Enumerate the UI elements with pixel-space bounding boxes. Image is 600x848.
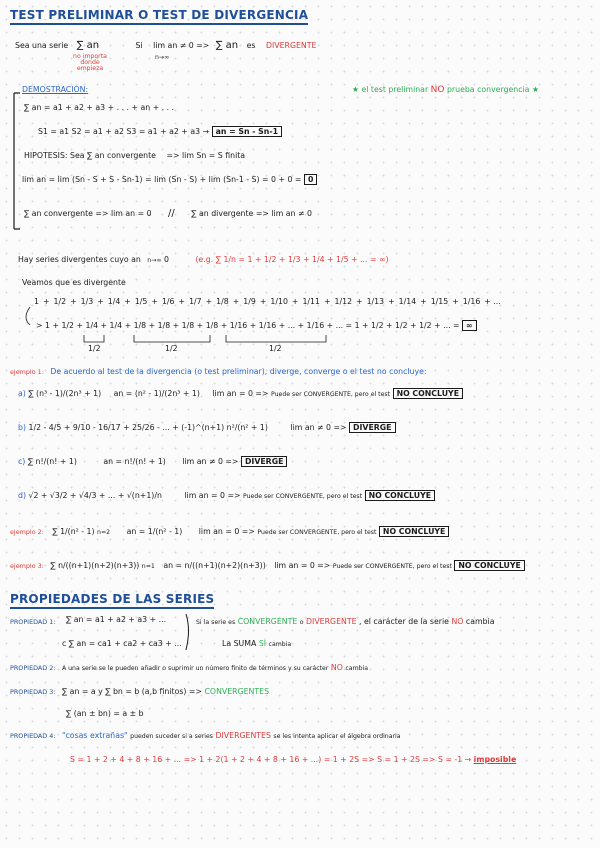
veamos-text: Veamos que es divergente (22, 278, 126, 287)
harmonic-half-3: 1/2 (269, 344, 282, 353)
ex1-c (18, 458, 287, 467)
prop1-brace (186, 614, 189, 650)
prop1-line-2: c ∑ an = ca1 + ca2 + ca3 + ... (62, 639, 182, 648)
ex1-a-an: an = (n² - 1)/(2n³ + 1) (113, 389, 200, 398)
harmonic-term: 1/12 (334, 297, 353, 306)
demo-bracket-ends (14, 93, 20, 229)
demo-line-2-box: an = Sn - Sn-1 (212, 126, 282, 137)
ex2-msg: Puede ser CONVERGENTE, pero el test (257, 529, 377, 536)
demo-line-5 (24, 208, 312, 219)
prop3-conv: CONVERGENTES (204, 687, 270, 696)
ex1-header (10, 368, 427, 377)
harmonic-term: 1/3 (80, 297, 94, 306)
ex1-c-box: DIVERGE (241, 456, 287, 467)
prop1-text-1 (196, 618, 494, 627)
intro-series-2: ∑ an (215, 40, 239, 51)
harmonic-plus: + (420, 297, 427, 306)
ex1-d-lim: lim an = 0 => (184, 491, 241, 500)
props-title (10, 592, 214, 606)
demo-conclusion-a: ∑ an convergente => lim an = 0 (24, 209, 152, 218)
ex2-box: NO CONCLUYE (379, 526, 449, 537)
harmonic-term: 1/5 (134, 297, 148, 306)
harmonic-plus: + (178, 297, 186, 306)
harmonic-plus: + (388, 297, 395, 306)
ex3-an: an = n/((n+1)(n+2)(n+3)) (163, 561, 266, 570)
prop1-div: DIVERGENTE (306, 617, 357, 626)
harmonic-plus: + ... (484, 297, 501, 306)
prop4-eq (70, 756, 516, 765)
demo-hypothesis-series: ∑ an convergente (87, 151, 156, 160)
harmonic-term: 1 (34, 297, 39, 306)
demo-line-4 (22, 176, 317, 185)
demo-aside (352, 86, 539, 96)
intro-line (15, 40, 316, 51)
ex1-b-box: DIVERGE (349, 422, 395, 433)
underbrace-3 (226, 335, 326, 342)
demo-line-3 (24, 152, 245, 161)
harmonic-term: 1/13 (366, 297, 385, 306)
harmonic-term: 1/7 (189, 297, 202, 306)
harmonic-plus: + (259, 297, 267, 306)
intro-n-inf: n→∞ (155, 54, 170, 61)
demo-separator: // (168, 208, 175, 219)
demo-hypothesis-result: => lim Sn = S finita (166, 151, 246, 160)
ex2-an: an = 1/(n² - 1) (126, 527, 183, 536)
underbrace-1 (84, 335, 104, 342)
harmonic-plus: + (42, 297, 50, 306)
harmonic-term: 1/4 (107, 297, 121, 306)
ex2-series: ∑ 1/(n² - 1) (52, 527, 95, 536)
demo-aside-no: NO (430, 85, 445, 95)
ex1-label: ejemplo 1: (10, 368, 44, 376)
demo-line-2 (38, 128, 282, 137)
hay-line (18, 256, 389, 265)
ex2 (10, 528, 449, 537)
ex3-box: NO CONCLUYE (454, 560, 524, 571)
prop4-eq-text: S = 1 + 2 + 4 + 8 + 16 + ... => 1 + 2(1 + 2 + 4 + 8 + 16 + ...) = 1 + 2S => S = 1 + 2S => S = -1 → (70, 755, 472, 764)
hay-example: (e.g. ∑ 1/n = 1 + 1/2 + 1/3 + 1/4 + 1/5 + ... = ∞) (195, 255, 389, 264)
ex3 (10, 562, 525, 571)
harmonic-plus: + (323, 297, 331, 306)
harmonic-plus: + (452, 297, 459, 306)
demo-line-4-text: lim an = lim (Sn - S + S - Sn-1) = lim (Sn - S) + lim (Sn-1 - S) = 0 + 0 = (22, 175, 302, 184)
prop4-div: DIVERGENTES (215, 731, 271, 740)
prop1-t2: , el carácter de la serie (359, 617, 449, 626)
ex1-b (18, 424, 396, 433)
intro-text: Sea una serie (15, 41, 69, 50)
prop4-imposible: imposible (473, 755, 517, 764)
prop1-line-1: ∑ an = a1 + a2 + a3 + ... (66, 615, 167, 624)
prop4-label: PROPIEDAD 4: (10, 732, 56, 740)
prop1-text-2 (222, 640, 291, 649)
prop3-line-2: ∑ (an ± bn) = a ± b (66, 709, 144, 718)
demo-line-1: ∑ an = a1 + a2 + a3 + . . . + an + . . . (24, 103, 175, 112)
demo-line-4-box: 0 (304, 174, 317, 185)
ex3-msg: Puede ser CONVERGENTE, pero el test (332, 563, 452, 570)
harmonic-term: 1/16 (462, 297, 481, 306)
ex1-a-msg: Puede ser CONVERGENTE, pero el test (270, 391, 391, 398)
harmonic-term: 1/2 (53, 297, 67, 306)
ex1-b-lim: lim an ≠ 0 => (290, 423, 347, 432)
ex1-a-series: ∑ (n³ - 1)/(2n³ + 1) (28, 389, 102, 398)
prop4-quote: "cosas extrañas" (61, 731, 128, 740)
demo-conclusion-b: ∑ an divergente => lim an ≠ 0 (191, 209, 312, 218)
harmonic-term: 1/15 (430, 297, 449, 306)
ex2-label: ejemplo 2: (10, 528, 44, 536)
demo-aside-a: ★ el test preliminar (352, 85, 429, 94)
prop1-conv: CONVERGENTE (237, 617, 298, 626)
ex1-a-lim: lim an = 0 => (212, 389, 269, 398)
prop1-no: NO (451, 617, 464, 626)
harmonic-half-1: 1/2 (88, 344, 101, 353)
prop2-label: PROPIEDAD 2: (10, 664, 56, 672)
harmonic-row-2-box: ∞ (462, 320, 477, 331)
ex1-d-id: d) (18, 491, 26, 500)
harmonic-plus: + (70, 297, 77, 306)
hay-zero: 0 (164, 255, 169, 264)
harmonic-row-2-text: > 1 + 1/2 + 1/4 + 1/4 + 1/8 + 1/8 + 1/8 + 1/8 + 1/16 + 1/16 + ... + 1/16 + ... = 1 + 1/2 + 1/2 + 1/2 + ... = (36, 321, 460, 330)
prop3 (10, 688, 269, 697)
harmonic-term: 1/8 (216, 297, 229, 306)
prop1-si: SÍ (258, 639, 267, 648)
ex3-sub: n=1 (141, 563, 155, 570)
ex3-series: ∑ n/((n+1)(n+2)(n+3)) (50, 561, 140, 570)
harmonic-plus: + (232, 297, 240, 306)
ex1-d-series: √2 + √3/2 + √4/3 + ... + √(n+1)/n (28, 491, 162, 500)
ex1-c-an: an = n!/(n! + 1) (103, 457, 166, 466)
ex1-c-lim: lim an ≠ 0 => (182, 457, 239, 466)
harmonic-term: 1/14 (398, 297, 417, 306)
demo-aside-b: prueba convergencia ★ (446, 85, 539, 94)
harmonic-term: 1/6 (161, 297, 175, 306)
harmonic-term: 1/10 (270, 297, 288, 306)
demo-title: DEMOSTRACIÓN: (22, 85, 89, 94)
harmonic-row-2 (36, 322, 477, 331)
ex1-a-id: a) (18, 389, 26, 398)
props-title-text: PROPIEDADES DE LAS SERIES (10, 592, 214, 609)
ex1-c-series: ∑ n!/(n! + 1) (27, 457, 77, 466)
page-title (10, 8, 308, 22)
harmonic-plus: + (151, 297, 158, 306)
demo-line-2-text: S1 = a1 S2 = a1 + a2 S3 = a1 + a2 + a3 → (38, 127, 210, 136)
harmonic-plus: + (97, 297, 104, 306)
harmonic-half-2: 1/2 (165, 344, 178, 353)
page-title-text: TEST PRELIMINAR O TEST DE DIVERGENCIA (10, 8, 308, 25)
intro-lim: lim an ≠ 0 => (153, 41, 210, 50)
intro-note: no importa donde empieza (73, 53, 107, 73)
harmonic-plus: + (205, 297, 213, 306)
prop1-t5: cambia (268, 641, 292, 648)
prop1-t4: La SUMA (222, 639, 257, 648)
demo-hypothesis-label: HIPOTESIS: Sea (24, 151, 85, 160)
harmonic-term: 1/11 (302, 297, 320, 306)
harmonic-term: 1/9 (243, 297, 256, 306)
ex2-sub: n=2 (97, 529, 111, 536)
prop1-o: o (299, 619, 304, 626)
prop2-text: A una serie se le pueden añadir o suprimir un número finito de términos y su carácter (61, 665, 329, 672)
underbrace-2 (134, 335, 210, 342)
ex3-label: ejemplo 3: (10, 562, 44, 570)
ex1-d-msg: Puede ser CONVERGENTE, pero el test (243, 493, 363, 500)
ex1-text: De acuerdo al test de la divergencia (o test preliminar), diverge, converge o el test no concluye: (50, 367, 427, 376)
intro-divergente: DIVERGENTE (265, 41, 317, 50)
ex3-lim: lim an = 0 => (274, 561, 331, 570)
intro-series: ∑ an (76, 40, 100, 51)
prop1-t1: Si la serie es (196, 619, 236, 626)
harmonic-plus: + (124, 297, 131, 306)
prop4-t1: pueden suceder si a series (130, 733, 214, 740)
prop4 (10, 732, 401, 741)
prop2-no: NO (330, 663, 343, 672)
ex1-a-box: NO CONCLUYE (393, 388, 463, 399)
prop4-t2: se les intenta aplicar el álgebra ordinaria (273, 733, 401, 740)
ex1-b-series: 1/2 - 4/5 + 9/10 - 16/17 + 25/26 - ... + (-1)^(n+1) n²/(n² + 1) (28, 423, 268, 432)
ex1-d-box: NO CONCLUYE (365, 490, 435, 501)
ex1-b-id: b) (18, 423, 26, 432)
harmonic-row-1 (34, 298, 505, 307)
harmonic-plus: + (356, 297, 363, 306)
ex1-d (18, 492, 435, 501)
ex1-c-id: c) (18, 457, 26, 466)
prop1-t3: cambia (465, 617, 495, 626)
intro-si: Si (135, 41, 143, 50)
hay-text: Hay series divergentes cuyo an (18, 255, 141, 264)
ex1-a (18, 390, 463, 399)
harmonic-plus: + (291, 297, 299, 306)
prop3-label: PROPIEDAD 3: (10, 688, 56, 696)
compare-arrow (26, 307, 30, 325)
prop2 (10, 664, 368, 673)
intro-es: es (246, 41, 256, 50)
prop1-label: PROPIEDAD 1: (10, 618, 56, 626)
prop2-end: cambia (345, 665, 369, 672)
ex2-lim: lim an = 0 => (198, 527, 255, 536)
prop3-line-1: ∑ an = a y ∑ bn = b (a,b finitos) => (61, 687, 202, 696)
hay-arrow: n→∞ (147, 257, 162, 264)
